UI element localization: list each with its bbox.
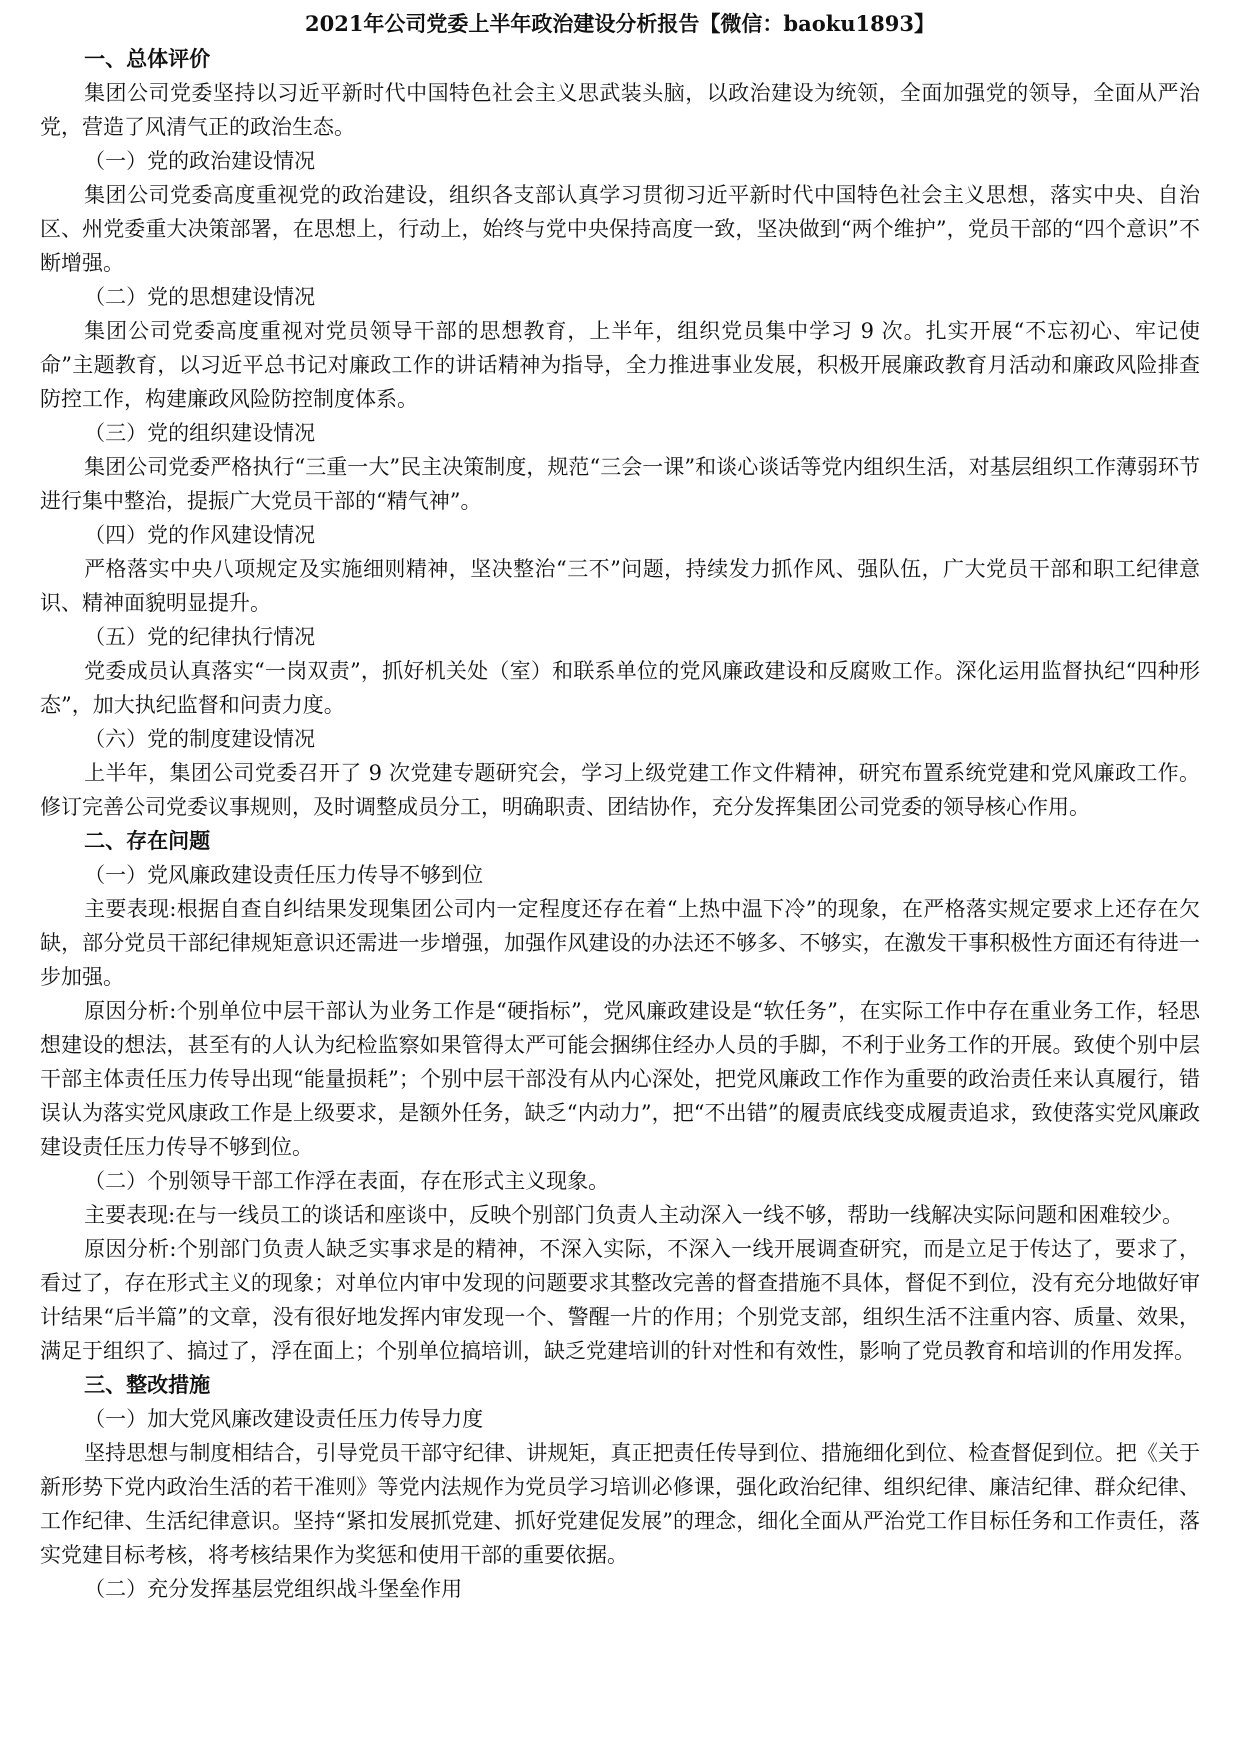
subsection-heading: （二）党的思想建设情况 [84,285,316,309]
paragraph: 集团公司党委严格执行“三重一大”民主决策制度，规范“三会一课”和谈心谈话等党内组织生活，对基层组织工作薄弱环节进行集中整治，提振广大党员干部的“精气神”。 [40,455,1200,513]
subsection-heading: （一）党的政治建设情况 [84,149,316,173]
paragraph: 集团公司党委坚持以习近平新时代中国特色社会主义思武装头脑，以政治建设为统领，全面加强党的领导，全面从严治党，营造了风清气正的政治生态。 [40,81,1200,139]
document-title: 2021年公司党委上半年政治建设分析报告【微信：baoku1893】 [304,11,935,36]
subsection-heading: （四）党的作风建设情况 [84,523,316,547]
paragraph: 原因分析:个别部门负责人缺乏实事求是的精神，不深入实际，不深入一线开展调查研究，而是立足于传达了，要求了，看过了，存在形式主义的现象；对单位内审中发现的问题要求其整改完善的督查措施不具体，督促不到位，没有充分地做好审计结果“后半篇”的文章，没有很好地发挥内审发现一个、警醒一片的作用；个别党支部，组织生活不注重内容、质量、效果，满足于组织了、搞过了，浮在面上；个别单位搞培训，缺乏党建培训的针对性和有效性，影响了党员教育和培训的作用发挥。 [40,1237,1200,1363]
subsection-heading: （五）党的纪律执行情况 [84,625,316,649]
paragraph: 党委成员认真落实“一岗双责”，抓好机关处（室）和联系单位的党风廉政建设和反腐败工作。深化运用监督执纪“四种形态”，加大执纪监督和问责力度。 [40,659,1200,717]
paragraph: 原因分析:个别单位中层干部认为业务工作是“硬指标”，党风廉政建设是“软任务”，在实际工作中存在重业务工作，轻思想建设的想法，甚至有的人认为纪检监察如果管得太严可能会捆绑住经办人员的手脚，不利于业务工作的开展。致使个别中层干部主体责任压力传导出现“能量损耗”；个别中层干部没有从内心深处，把党风廉政工作作为重要的政治责任来认真履行，错误认为落实党风康政工作是上级要求，是额外任务，缺乏“内动力”，把“不出错”的履责底线变成履责追求，致使落实党风廉政建设责任压力传导不够到位。 [40,999,1200,1159]
subsection-heading: （三）党的组织建设情况 [84,421,316,445]
subsection-heading: （一）党风廉政建设责任压力传导不够到位 [84,863,484,887]
paragraph: 主要表现:根据自查自纠结果发现集团公司内一定程度还存在着“上热中温下冷”的现象，在严格落实规定要求上还存在欠缺，部分党员干部纪律规矩意识还需进一步增强，加强作风建设的办法还不够多、不够实，在激发干事积极性方面还有待进一步加强。 [40,897,1200,989]
paragraph: 严格落实中央八项规定及实施细则精神，坚决整治“三不”问题，持续发力抓作风、强队伍，广大党员干部和职工纪律意识、精神面貌明显提升。 [40,557,1200,615]
paragraph: 坚持思想与制度相结合，引导党员干部守纪律、讲规矩，真正把责任传导到位、措施细化到位、检查督促到位。把《关于新形势下党内政治生活的若干准则》等党内法规作为党员学习培训必修课，强化政治纪律、组织纪律、廉洁纪律、群众纪律、工作纪律、生活纪律意识。坚持“紧扣发展抓党建、抓好党建促发展”的理念，细化全面从严治党工作目标任务和工作责任，落实党建目标考核，将考核结果作为奖惩和使用干部的重要依据。 [40,1441,1200,1567]
paragraph: 主要表现:在与一线员工的谈话和座谈中，反映个别部门负责人主动深入一线不够，帮助一线解决实际问题和困难较少。 [84,1203,1184,1227]
subsection-heading: （二）个别领导干部工作浮在表面，存在形式主义现象。 [84,1169,610,1193]
paragraph: 上半年，集团公司党委召开了 9 次党建专题研究会，学习上级党建工作文件精神，研究布置系统党建和党风廉政工作。修订完善公司党委议事规则，及时调整成员分工，明确职责、团结协作，充分发挥集团公司党委的领导核心作用。 [40,761,1200,819]
subsection-heading: （二）充分发挥基层党组织战斗堡垒作用 [84,1577,463,1601]
section-heading: 三、整改措施 [84,1372,211,1397]
subsection-heading: （一）加大党风廉改建设责任压力传导力度 [84,1407,484,1431]
section-heading: 二、存在问题 [84,828,211,853]
paragraph: 集团公司党委高度重视对党员领导干部的思想教育，上半年，组织党员集中学习 9 次。扎实开展“不忘初心、牢记使命”主题教育，以习近平总书记对廉政工作的讲话精神为指导，全力推进事业发展，积极开展廉政教育月活动和廉政风险排查防控工作，构建廉政风险防控制度体系。 [40,319,1200,411]
paragraph: 集团公司党委高度重视党的政治建设，组织各支部认真学习贯彻习近平新时代中国特色社会主义思想，落实中央、自治区、州党委重大决策部署，在思想上，行动上，始终与党中央保持高度一致，坚决做到“两个维护”，党员干部的“四个意识”不断增强。 [40,183,1200,275]
subsection-heading: （六）党的制度建设情况 [84,727,316,751]
section-heading: 一、总体评价 [84,46,211,71]
